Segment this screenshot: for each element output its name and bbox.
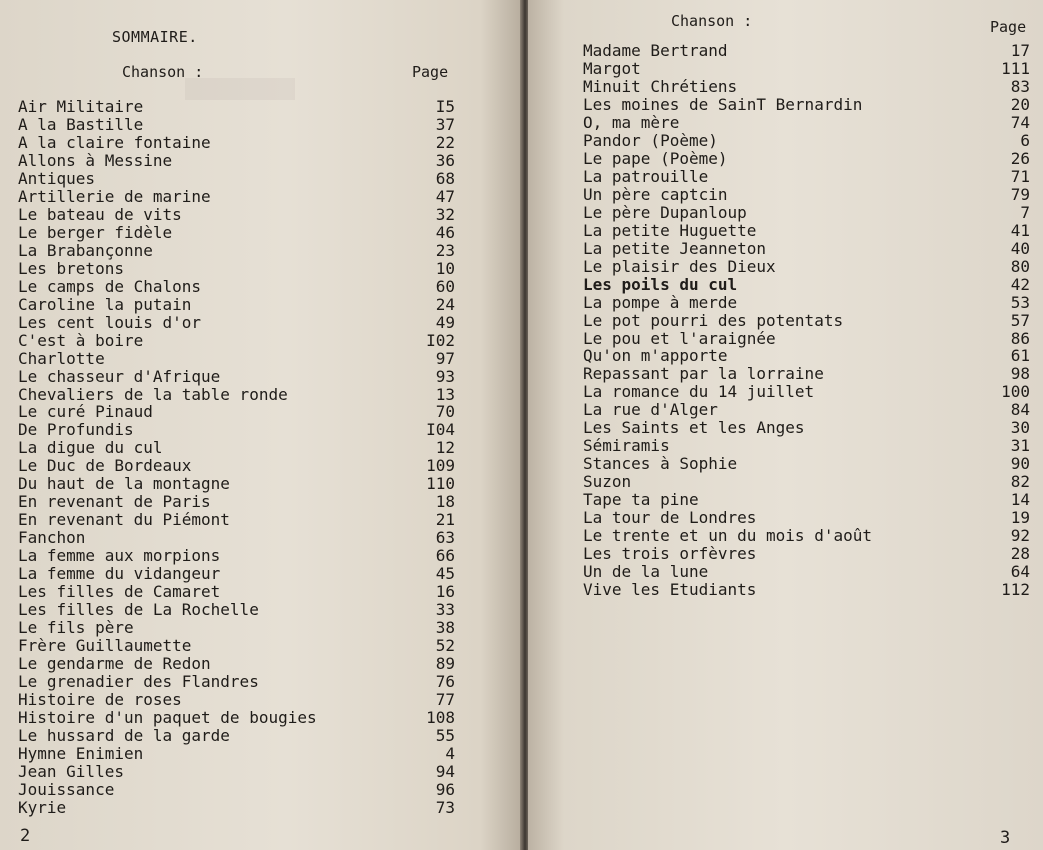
song-page-number: 37 [435, 114, 455, 134]
song-page-number: 97 [435, 348, 455, 368]
song-title: Le fils père [18, 618, 134, 638]
song-page-number: 92 [1010, 526, 1030, 546]
song-page-number: 17 [1010, 41, 1030, 60]
song-page-number: I04 [426, 420, 455, 440]
song-page-number: 93 [435, 366, 455, 386]
song-page-number: 108 [426, 707, 455, 727]
song-title: Histoire d'un paquet de bougies [18, 707, 317, 727]
song-title: De Profundis [18, 420, 134, 440]
toc-entry [18, 475, 455, 493]
toc-entry [583, 222, 1030, 240]
song-page-number: 98 [1010, 364, 1030, 384]
song-title: Histoire de roses [18, 689, 182, 709]
page-number-right: 3 [1000, 828, 1011, 848]
toc-entry [583, 365, 1030, 383]
toc-entry [583, 132, 1030, 150]
song-page-number: 24 [435, 294, 455, 314]
toc-entry [583, 96, 1030, 114]
song-title: Le pape (Poème) [583, 148, 728, 168]
song-page-number: 20 [1010, 94, 1030, 114]
song-page-number: 94 [435, 761, 455, 781]
toc-entry [18, 637, 455, 655]
song-page-number: 80 [1010, 256, 1030, 276]
song-title: Hymne Enimien [18, 743, 144, 763]
song-page-number: 41 [1010, 220, 1030, 240]
toc-entry [18, 529, 455, 547]
song-page-number: 53 [1010, 292, 1030, 312]
song-page-number: 86 [1010, 328, 1030, 348]
song-title: Le grenadier des Flandres [18, 672, 259, 691]
song-page-number: 12 [435, 438, 455, 458]
song-title: Les filles de La Rochelle [18, 600, 259, 620]
show-through-decoration [185, 78, 295, 100]
toc-entry [18, 673, 455, 691]
column-header-song: Chanson : [671, 12, 753, 30]
song-title: En revenant de Paris [18, 492, 211, 512]
song-title: C'est à boire [18, 330, 144, 350]
song-title: Frère Guillaumette [18, 636, 192, 656]
song-page-number: 47 [435, 186, 455, 206]
song-page-number: 42 [1010, 274, 1030, 294]
toc-entry [18, 332, 455, 350]
toc-entry [583, 258, 1030, 276]
toc-entry [18, 727, 455, 745]
song-title: La romance du 14 juillet [583, 382, 815, 402]
song-title: Le gendarme de Redon [18, 654, 211, 674]
column-header-page: Page [990, 18, 1027, 36]
toc-entry [18, 439, 455, 457]
toc-entry [18, 421, 455, 439]
song-page-number: 22 [435, 132, 455, 152]
song-page-number: 89 [435, 654, 455, 674]
song-page-number: 73 [435, 797, 455, 817]
song-title: Un de la lune [583, 562, 709, 582]
song-page-number: 57 [1010, 310, 1030, 330]
song-title: La petite Huguette [583, 220, 757, 240]
toc-entry [583, 563, 1030, 581]
song-page-number: 66 [435, 546, 455, 566]
toc-entry [583, 42, 1030, 60]
song-title: Les trois orfèvres [583, 544, 757, 564]
toc-entry [583, 240, 1030, 258]
toc-entry [583, 383, 1030, 401]
song-title: Jean Gilles [18, 761, 124, 781]
song-title: Suzon [583, 472, 632, 492]
toc-entry [583, 419, 1030, 437]
toc-entry [583, 168, 1030, 186]
page-number-left: 2 [20, 826, 31, 846]
toc-entry [583, 276, 1030, 294]
toc-entry [18, 350, 455, 368]
toc-entry [18, 709, 455, 727]
song-title: Artillerie de marine [18, 186, 211, 206]
song-page-number: 45 [435, 564, 455, 584]
song-title: Les moines de SainT Bernardin [583, 94, 863, 114]
song-page-number: 60 [435, 276, 455, 296]
song-title: Le pou et l'araignée [583, 328, 776, 348]
toc-entry [18, 565, 455, 583]
song-title: Vive les Etudiants [583, 580, 757, 600]
song-title: O, ma mère [583, 112, 680, 132]
song-title: Margot [583, 58, 641, 78]
toc-entry [18, 152, 455, 170]
song-title: La digue du cul [18, 438, 163, 458]
column-header-page: Page [412, 63, 449, 81]
song-title: Jouissance [18, 779, 115, 799]
toc-entry [18, 368, 455, 386]
song-page-number: 90 [1010, 454, 1030, 474]
song-page-number: 30 [1010, 418, 1030, 438]
toc-entry [18, 547, 455, 565]
song-title: Du haut de la montagne [18, 474, 230, 494]
song-title: Antiques [18, 168, 96, 188]
song-title: Le père Dupanloup [583, 202, 747, 222]
toc-entry [18, 206, 455, 224]
toc-entry [18, 763, 455, 781]
song-title: La petite Jeanneton [583, 238, 767, 258]
toc-entry [18, 745, 455, 763]
song-page-number: I02 [426, 330, 455, 350]
toc-entry [18, 116, 455, 134]
song-title: A la Bastille [18, 114, 144, 134]
toc-entry [583, 204, 1030, 222]
toc-entry [18, 457, 455, 475]
toc-entry [18, 134, 455, 152]
song-title: Le pot pourri des potentats [583, 310, 844, 330]
song-title: Un père captcin [583, 184, 728, 204]
song-page-number: 71 [1010, 166, 1030, 186]
song-title: A la claire fontaine [18, 132, 211, 152]
song-title: En revenant du Piémont [18, 510, 230, 530]
song-page-number: 76 [435, 672, 455, 691]
song-page-number: 64 [1010, 562, 1030, 582]
song-title: La patrouille [583, 166, 709, 186]
song-page-number: 49 [435, 312, 455, 332]
song-page-number: 13 [435, 384, 455, 404]
song-title: La femme aux morpions [18, 546, 221, 566]
song-page-number: 70 [435, 402, 455, 422]
song-page-number: 112 [1001, 580, 1030, 600]
song-title: Le berger fidèle [18, 222, 173, 242]
song-title: Kyrie [18, 797, 67, 817]
toc-entry [18, 98, 455, 116]
summary-heading: SOMMAIRE. [112, 28, 198, 46]
toc-entry [18, 188, 455, 206]
toc-entry [18, 493, 455, 511]
toc-entry [583, 527, 1030, 545]
song-title: Le Duc de Bordeaux [18, 456, 192, 476]
song-title: Chevaliers de la table ronde [18, 384, 288, 404]
toc-entry [18, 314, 455, 332]
toc-entry [18, 619, 455, 637]
song-page-number: 6 [1020, 130, 1030, 150]
song-page-number: 14 [1010, 490, 1030, 510]
toc-entry [583, 491, 1030, 509]
song-list-left [18, 98, 455, 817]
song-page-number: 7 [1020, 202, 1030, 222]
toc-entry [583, 294, 1030, 312]
song-title: La femme du vidangeur [18, 564, 221, 584]
song-title: Les bretons [18, 258, 124, 278]
toc-entry [583, 114, 1030, 132]
song-page-number: I5 [435, 97, 455, 116]
song-title: Pandor (Poème) [583, 130, 718, 150]
toc-entry [583, 509, 1030, 527]
right-page [528, 0, 1043, 850]
toc-entry [18, 403, 455, 421]
toc-entry [583, 473, 1030, 491]
song-page-number: 82 [1010, 472, 1030, 492]
song-page-number: 16 [435, 582, 455, 602]
song-page-number: 28 [1010, 544, 1030, 564]
toc-entry [18, 278, 455, 296]
song-page-number: 4 [445, 743, 455, 763]
song-title: Madame Bertrand [583, 41, 728, 60]
toc-entry [18, 583, 455, 601]
song-page-number: 36 [435, 150, 455, 170]
song-title: Le curé Pinaud [18, 402, 153, 422]
toc-entry [583, 60, 1030, 78]
song-list-right [583, 42, 1030, 599]
song-page-number: 18 [435, 492, 455, 512]
song-page-number: 31 [1010, 436, 1030, 456]
song-page-number: 109 [426, 456, 455, 476]
song-title: Les filles de Camaret [18, 582, 221, 602]
song-page-number: 61 [1010, 346, 1030, 366]
song-title: La rue d'Alger [583, 400, 718, 420]
song-page-number: 68 [435, 168, 455, 188]
song-title: La tour de Londres [583, 508, 757, 528]
song-page-number: 40 [1010, 238, 1030, 258]
toc-entry [583, 186, 1030, 204]
song-title: La pompe à merde [583, 292, 738, 312]
song-page-number: 100 [1001, 382, 1030, 402]
song-page-number: 21 [435, 510, 455, 530]
song-page-number: 23 [435, 240, 455, 260]
song-title: Les cent louis d'or [18, 312, 202, 332]
toc-entry [18, 242, 455, 260]
song-page-number: 38 [435, 618, 455, 638]
toc-entry [583, 545, 1030, 563]
song-title: Le hussard de la garde [18, 725, 230, 745]
song-title: Le trente et un du mois d'août [583, 526, 872, 546]
song-page-number: 52 [435, 636, 455, 656]
toc-entry [583, 150, 1030, 168]
toc-entry [583, 437, 1030, 455]
toc-entry [18, 386, 455, 404]
song-page-number: 79 [1010, 184, 1030, 204]
toc-entry [18, 601, 455, 619]
song-page-number: 32 [435, 204, 455, 224]
song-title: Le plaisir des Dieux [583, 256, 776, 276]
toc-entry [583, 347, 1030, 365]
toc-entry [583, 330, 1030, 348]
song-title: Air Militaire [18, 97, 144, 116]
song-page-number: 10 [435, 258, 455, 278]
toc-entry [583, 455, 1030, 473]
song-title: Allons à Messine [18, 150, 173, 170]
toc-entry [18, 260, 455, 278]
toc-entry [583, 78, 1030, 96]
song-page-number: 74 [1010, 112, 1030, 132]
song-title: Stances à Sophie [583, 454, 738, 474]
toc-entry [18, 224, 455, 242]
song-title: Repassant par la lorraine [583, 364, 824, 384]
song-title: Le camps de Chalons [18, 276, 202, 296]
toc-entry [18, 799, 455, 817]
song-page-number: 84 [1010, 400, 1030, 420]
column-header-song: Chanson : [122, 63, 204, 81]
song-title: Sémiramis [583, 436, 670, 456]
song-title: Caroline la putain [18, 294, 192, 314]
song-page-number: 77 [435, 689, 455, 709]
song-title: Le bateau de vits [18, 204, 182, 224]
song-title: Minuit Chrétiens [583, 76, 738, 96]
song-title: Les poils du cul [583, 274, 738, 294]
toc-entry [583, 581, 1030, 599]
song-title: Qu'on m'apporte [583, 346, 728, 366]
song-page-number: 110 [426, 474, 455, 494]
song-page-number: 63 [435, 528, 455, 548]
song-title: Fanchon [18, 528, 86, 548]
toc-entry [18, 511, 455, 529]
toc-entry [18, 691, 455, 709]
song-page-number: 111 [1001, 58, 1030, 78]
song-page-number: 83 [1010, 76, 1030, 96]
song-title: Charlotte [18, 348, 105, 368]
toc-entry [18, 296, 455, 314]
song-page-number: 26 [1010, 148, 1030, 168]
toc-entry [18, 170, 455, 188]
song-page-number: 96 [435, 779, 455, 799]
song-title: Tape ta pine [583, 490, 699, 510]
toc-entry [18, 781, 455, 799]
toc-entry [583, 401, 1030, 419]
song-title: Les Saints et les Anges [583, 418, 805, 438]
song-page-number: 55 [435, 725, 455, 745]
song-title: La Brabançonne [18, 240, 153, 260]
song-page-number: 46 [435, 222, 455, 242]
toc-entry [18, 655, 455, 673]
song-page-number: 19 [1010, 508, 1030, 528]
toc-entry [583, 312, 1030, 330]
song-page-number: 33 [435, 600, 455, 620]
song-title: Le chasseur d'Afrique [18, 366, 221, 386]
